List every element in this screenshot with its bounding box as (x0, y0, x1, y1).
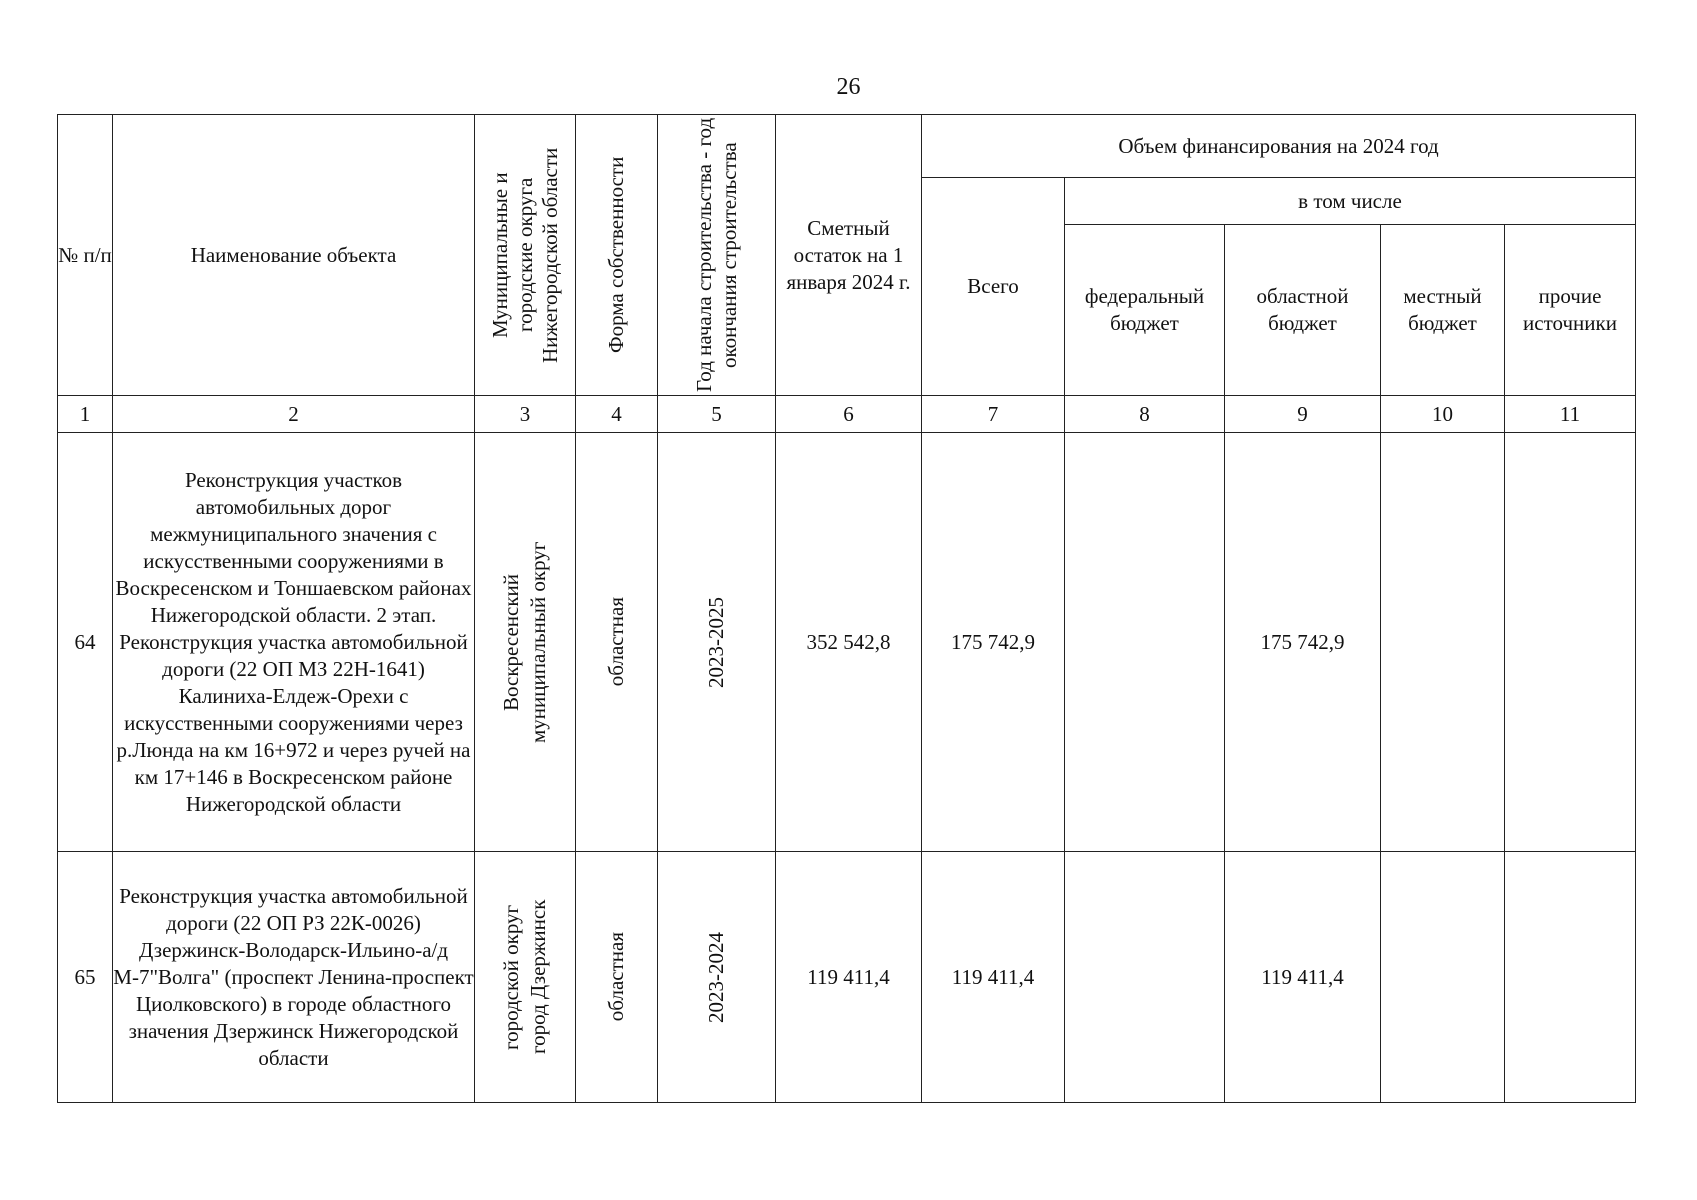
row-other (1505, 852, 1636, 1103)
row-regional: 175 742,9 (1225, 433, 1381, 852)
header-local: местный бюджет (1381, 225, 1505, 396)
row-years (658, 433, 776, 852)
row-num: 64 (58, 433, 113, 852)
column-number: 8 (1065, 396, 1225, 433)
row-estimate: 119 411,4 (776, 852, 922, 1103)
header-regional: областной бюджет (1225, 225, 1381, 396)
column-number: 5 (658, 396, 776, 433)
column-number: 3 (475, 396, 576, 433)
financing-table (57, 114, 1636, 1103)
table-row (58, 852, 1636, 1103)
column-number: 6 (776, 396, 922, 433)
row-ownership-text: областная (604, 597, 628, 687)
row-regional: 119 411,4 (1225, 852, 1381, 1103)
header-other: прочие источники (1505, 225, 1636, 396)
row-local (1381, 852, 1505, 1103)
column-number: 10 (1381, 396, 1505, 433)
column-number: 4 (576, 396, 658, 433)
row-municipality-text: городской округ город Дзержинск (499, 899, 550, 1055)
row-other (1505, 433, 1636, 852)
header-years-text: Год начала строительства - год окончания строительства (691, 117, 741, 393)
row-ownership (576, 852, 658, 1103)
row-estimate: 352 542,8 (776, 433, 922, 852)
row-federal (1065, 433, 1225, 852)
page-number: 26 (836, 74, 861, 100)
column-number: 11 (1505, 396, 1636, 433)
row-federal (1065, 852, 1225, 1103)
header-ownership-text: Форма собственности (604, 156, 628, 354)
header-name: Наименование объекта (113, 115, 475, 396)
object-name: Реконструкция участков автомобильных дорог межмуниципального значения с искусственными сооружениями в Воскресенском и Тоншаевском районах Нижегородской области. 2 этап. Реконструкция участка автомобильной дороги (22 ОП МЗ 22Н-1641) Калиниха-Елдеж-Орехи с искусственными сооружениями через р.Люнда на км 16+972 и через ручей на км 17+146 в Воскресенском районе Нижегородской области (113, 433, 475, 852)
row-num: 65 (58, 852, 113, 1103)
header-row (58, 115, 1636, 178)
header-financing-group: Объем финансирования на 2024 год (922, 115, 1636, 178)
header-years (658, 115, 776, 396)
row-ownership-text: областная (604, 932, 628, 1022)
column-number: 1 (58, 396, 113, 433)
row-years-text: 2023-2025 (704, 596, 728, 688)
row-municipality-text: Воскресенский муниципальный округ (499, 541, 550, 743)
header-federal: федеральный бюджет (1065, 225, 1225, 396)
header-estimate: Сметный остаток на 1 января 2024 г. (776, 115, 922, 396)
column-number: 7 (922, 396, 1065, 433)
header-including: в том числе (1065, 178, 1636, 225)
column-number: 9 (1225, 396, 1381, 433)
row-total: 175 742,9 (922, 433, 1065, 852)
column-number-row (58, 396, 1636, 433)
header-total: Всего (922, 178, 1065, 396)
header-municipality (475, 115, 576, 396)
header-ownership (576, 115, 658, 396)
row-years (658, 852, 776, 1103)
row-years-text: 2023-2024 (704, 931, 728, 1023)
row-municipality (475, 433, 576, 852)
header-municipality-text: Муниципальные и городские округа Нижегородской области (487, 147, 562, 363)
row-municipality (475, 852, 576, 1103)
row-local (1381, 433, 1505, 852)
row-total: 119 411,4 (922, 852, 1065, 1103)
object-name: Реконструкция участка автомобильной дороги (22 ОП РЗ 22К-0026) Дзержинск-Володарск-Ильино-а/д М-7"Волга" (проспект Ленина-проспект Циолковского) в городе областного значения Дзержинск Нижегородской области (113, 852, 475, 1103)
row-ownership (576, 433, 658, 852)
header-num: № п/п (58, 115, 113, 396)
table-row (58, 433, 1636, 852)
column-number: 2 (113, 396, 475, 433)
